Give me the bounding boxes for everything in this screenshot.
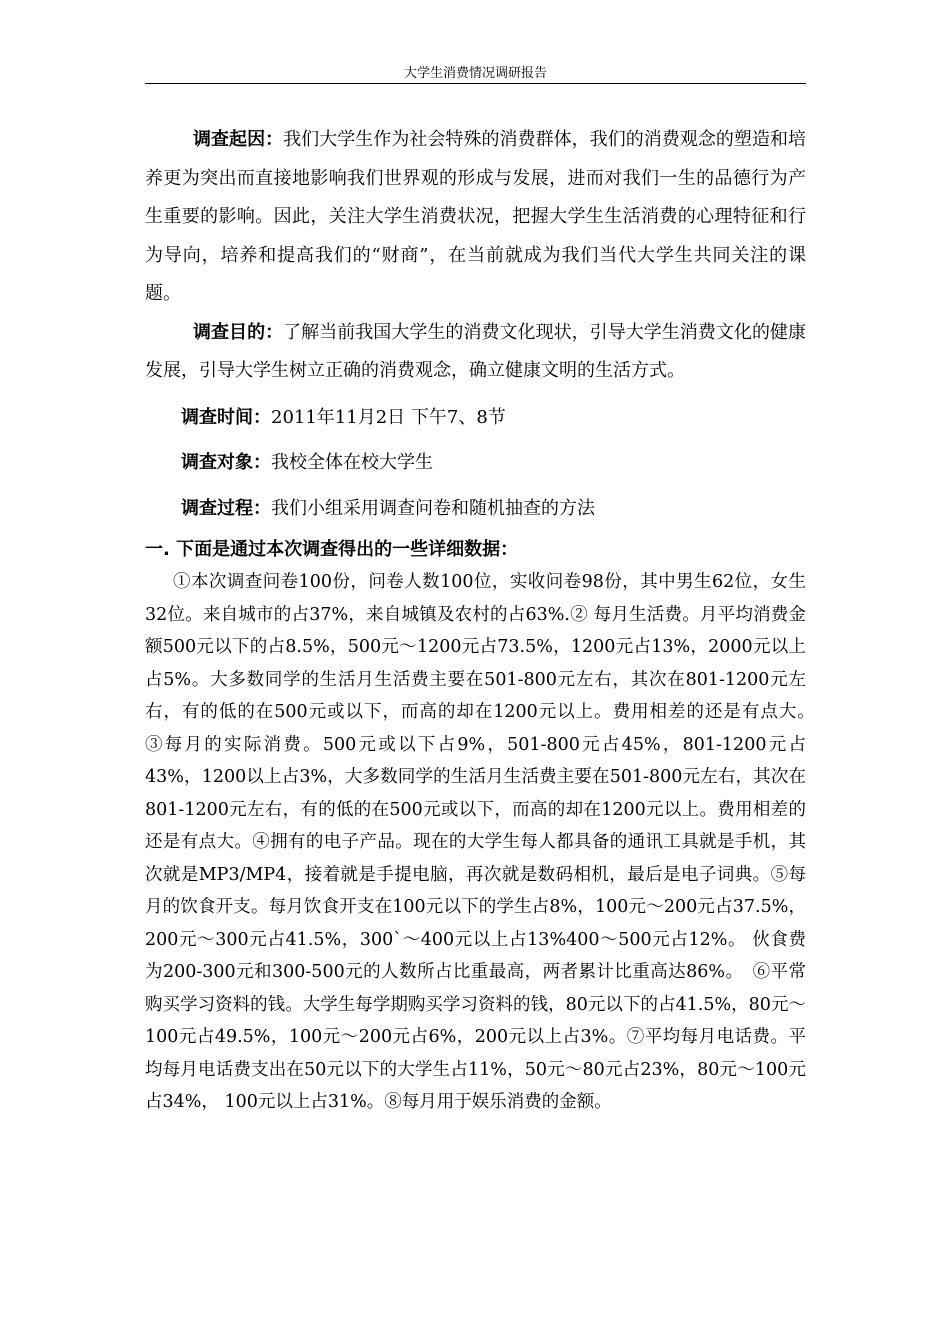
survey-purpose-label: 调查目的： [193,321,284,343]
survey-purpose-paragraph [145,314,806,391]
header-divider [145,83,806,84]
survey-cause-label: 调查起因： [193,129,284,150]
survey-purpose-text: 了解当前我国大学生的消费文化现状，引导大学生消费文化的健康发展，引导大学生树立正确的消费观念，确立健康文明的生活方式。 [145,321,807,381]
survey-time-text: 2011年11月2日 下午7、8节 [271,406,506,428]
survey-data-paragraph: ①本次调查问卷100份，问卷人数100位，实收问卷98份，其中男生62位，女生32位。来自城市的占37%，来自城镇及农村的占63%.② 每月生活费。月平均消费金额500元以下的占8.5%，500元～1200元占73.5%，1200元占13%，2000元以上占5%。大多数同学的生活月生活费主要在501-800元左右，其次在801-1200元左右，有的低的在500元或以下，而高的却在1200元以上。费用相差的还是有点大。 ③每月的实际消费。500元或以下占9%，501-800元占45%，801-1200元占43%，1200以上占3%，大多数同学的生活月生活费主要在501-800元左右，其次在801-1200元左右，有的低的在500元或以下，而高的却在1200元以上。费用相差的还是有点大。④拥有的电子产品。现在的大学生每人都具备的通讯工具就是手机，其次就是MP3/MP4，接着就是手提电脑，再次就是数码相机，最后是电子词典。⑤每月的饮食开支。每月饮食开支在100元以下的学生占8%，100元～200元占37.5%，200元～300元占41.5%，300`～400元以上占13%400～500元占12%。 伙食费为200-300元和300-500元的人数所占比重最高，两者累计比重高达86%。 ⑥平常购买学习资料的钱。大学生每学期购买学习资料的钱，80元以下的占41.5%，80元～100元占49.5%，100元～200元占6%，200元以上占3%。⑦平均每月电话费。平均每月电话费支出在50元以下的大学生占11%，50元～80元占23%，80元～100元占34%， 100元以上占31%。⑧每月用于娱乐消费的金额。 [145,572,824,1112]
survey-subject-text: 我校全体在校大学生 [271,452,433,473]
survey-process-text: 我们小组采用调查问卷和随机抽查的方法 [271,497,595,519]
survey-time-paragraph [145,399,806,438]
survey-subject-label: 调查对象： [181,452,271,473]
document-body [145,121,824,1119]
survey-subject-paragraph [145,444,806,483]
survey-process-paragraph [145,490,806,529]
page-header: 大学生消费情况调研报告 [403,66,547,81]
survey-cause-text: 我们大学生作为社会特殊的消费群体，我们的消费观念的塑造和培养更为突出而直接地影响我们世界观的形成与发展，进而对我们一生的品德行为产生重要的影响。因此，关注大学生消费状况，把握大学生生活消费的心理特征和行为导向，培养和提高我们的“财商”，在当前就成为我们当代大学生共同关注的课题。 [145,129,807,304]
section-heading: 一. 下面是通过本次调查得出的一些详细数据： [145,539,519,560]
survey-cause-paragraph [145,121,806,314]
survey-process-label: 调查过程： [181,497,271,519]
survey-time-label: 调查时间： [181,406,271,428]
